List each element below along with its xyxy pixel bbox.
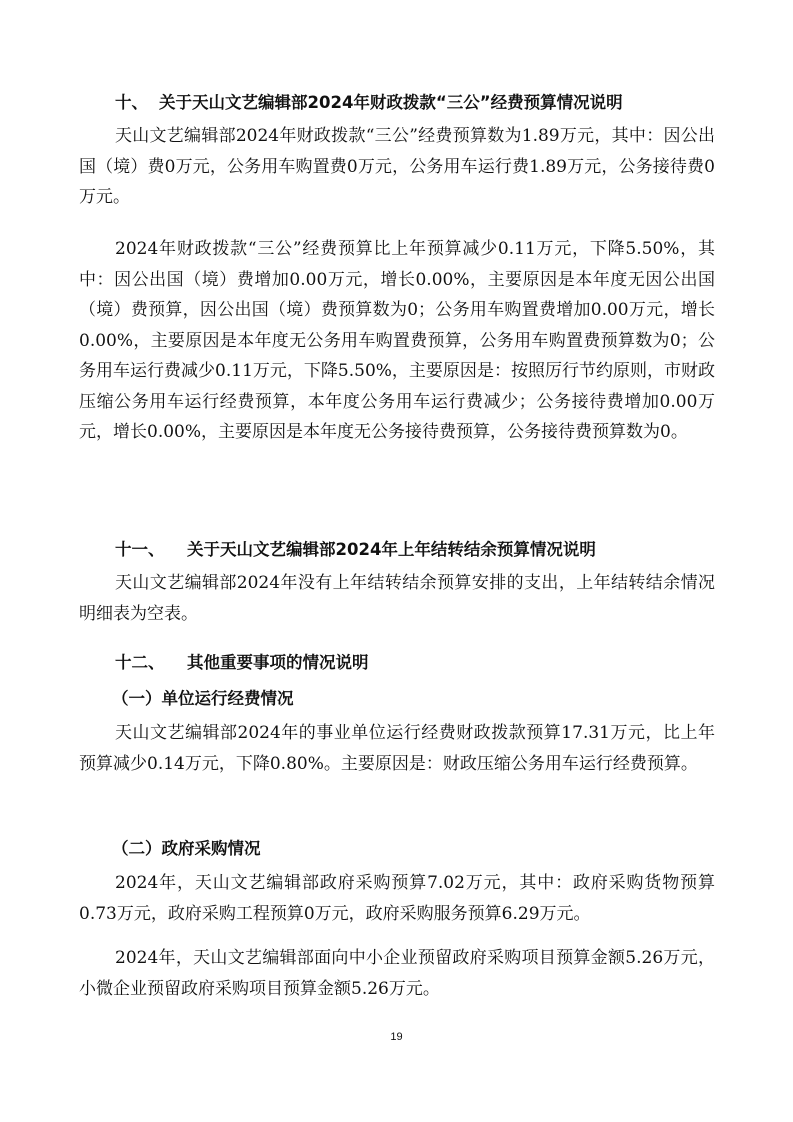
section-10-heading [115, 89, 623, 113]
section-10-paragraph-1: 天山文艺编辑部2024年财政拨款“三公”经费预算数为1.89万元，其中：因公出国（境）费0万元，公务用车购置费0万元，公务用车运行费1.89万元，公务接待费0万元。 [79, 126, 715, 207]
subsection-1-paragraph: 天山文艺编辑部2024年的事业单位运行经费财政拨款预算17.31万元，比上年预算减少0.14万元，下降0.80%。主要原因是：财政压缩公务用车运行经费预算。 [79, 723, 715, 774]
section-12-number: 十二、 [115, 653, 165, 672]
section-11-heading [115, 536, 596, 560]
section-11-paragraph-1: 天山文艺编辑部2024年没有上年结转结余预算安排的支出，上年结转结余情况明细表为空表。 [79, 573, 715, 624]
subsection-2-paragraph-1: 2024年，天山文艺编辑部政府采购预算7.02万元，其中：政府采购货物预算0.73万元，政府采购工程预算0万元，政府采购服务预算6.29万元。 [79, 873, 715, 924]
subsection-2-title: （二）政府采购情况 [112, 839, 261, 858]
page-number: 19 [390, 1031, 403, 1043]
subsection-2-paragraph-2: 2024年，天山文艺编辑部面向中小企业预留政府采购项目预算金额5.26万元，小微企业预留政府采购项目预算金额5.26万元。 [79, 948, 715, 999]
section-10-paragraph-2: 2024年财政拨款“三公”经费预算比上年预算减少0.11万元，下降5.50%，其中：因公出国（境）费增加0.00万元，增长0.00%，主要原因是本年度无因公出国（境）费预算，因公出国（境）费预算数为0；公务用车购置费增加0.00万元，增长0.00%，主要原因是本年度无公务用车购置费预算，公务用车购置费预算数为0；公务用车运行费减少0.11万元，下降5.50%，主要原因是：按照厉行节约原则，市财政压缩公务用车运行经费预算，本年度公务用车运行费减少；公务接待费增加0.00万元，增长0.00%，主要原因是本年度无公务接待费预算，公务接待费预算数为0。 [79, 239, 715, 442]
section-12-heading [115, 649, 369, 673]
subsection-1-title: （一）单位运行经费情况 [112, 689, 294, 708]
section-10-title: 关于天山文艺编辑部2024年财政拨款“三公”经费预算情况说明 [159, 93, 623, 112]
section-12-title: 其他重要事项的情况说明 [187, 653, 369, 672]
section-11-number: 十一、 [115, 540, 165, 559]
section-10-number: 十、 [115, 93, 148, 112]
section-11-title: 关于天山文艺编辑部2024年上年结转结余预算情况说明 [187, 540, 596, 559]
